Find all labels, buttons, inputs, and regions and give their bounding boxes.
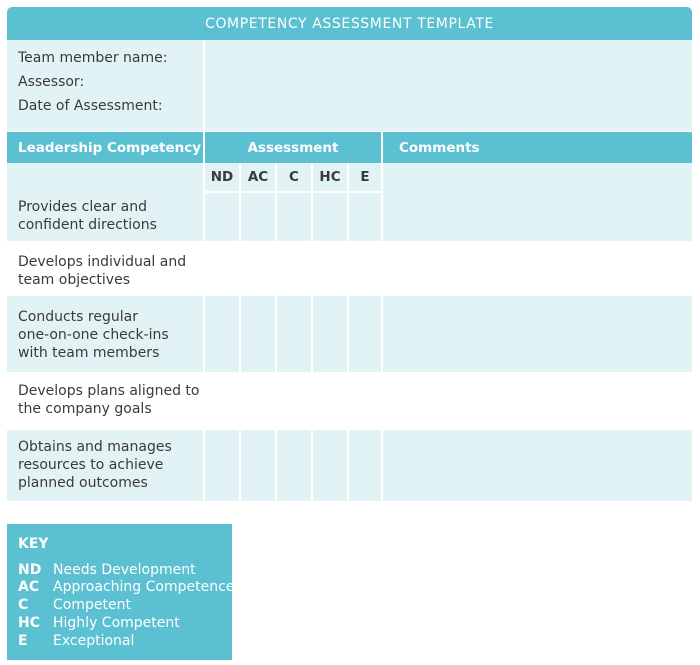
header-competency: Leadership Competency — [7, 132, 203, 163]
rating-cell[interactable] — [349, 241, 381, 295]
rating-cell[interactable] — [313, 241, 347, 295]
header-comments: Comments — [383, 132, 692, 163]
rating-cell[interactable] — [205, 296, 239, 372]
date-of-assessment-label: Date of Assessment: — [18, 98, 163, 114]
competency-line: Obtains and manages — [18, 439, 172, 455]
key-label: Exceptional — [53, 633, 135, 649]
comment-cell[interactable] — [383, 296, 692, 372]
competency-line: Provides clear and — [18, 199, 147, 215]
competency-line: Develops individual and — [18, 254, 187, 270]
rating-cell[interactable] — [277, 241, 311, 295]
competency-text — [18, 198, 203, 234]
rating-cell[interactable] — [313, 296, 347, 372]
rating-code-e: E — [360, 169, 370, 185]
key-code: ND — [18, 562, 42, 578]
rating-cell[interactable] — [241, 193, 275, 241]
page-title: COMPETENCY ASSESSMENT TEMPLATE — [7, 7, 692, 40]
key-label: Approaching Competence — [53, 579, 235, 595]
header-assessment: Assessment — [205, 132, 381, 163]
competency-text — [18, 253, 203, 289]
rating-cell[interactable] — [241, 430, 275, 501]
key-code: E — [18, 633, 28, 649]
competency-line: Conducts regular — [18, 309, 138, 325]
competency-line: the company goals — [18, 401, 152, 417]
comment-cell[interactable] — [383, 374, 692, 428]
competency-line: Develops plans aligned to — [18, 383, 200, 399]
comment-cell[interactable] — [383, 241, 692, 295]
rating-code-nd: ND — [210, 169, 234, 185]
comment-cell[interactable] — [383, 430, 692, 501]
competency-line: confident directions — [18, 217, 157, 233]
key-code: C — [18, 597, 29, 613]
rating-cell[interactable] — [349, 296, 381, 372]
rating-cell[interactable] — [349, 430, 381, 501]
rating-cell[interactable] — [205, 193, 239, 241]
rating-cell[interactable] — [277, 296, 311, 372]
rating-cell[interactable] — [241, 296, 275, 372]
key-code: HC — [18, 615, 40, 631]
competency-line: one-on-one check-ins — [18, 327, 169, 343]
competency-text — [18, 438, 203, 492]
rating-cell[interactable] — [241, 241, 275, 295]
key-code: AC — [18, 579, 40, 595]
key-title: KEY — [18, 536, 49, 552]
competency-line: with team members — [18, 345, 160, 361]
team-member-name-label: Team member name: — [18, 50, 168, 66]
rating-cell[interactable] — [241, 374, 275, 428]
rating-cell[interactable] — [205, 241, 239, 295]
competency-line: planned outcomes — [18, 475, 148, 491]
key-label: Competent — [53, 597, 131, 613]
assessor-label: Assessor: — [18, 74, 85, 90]
rating-cell[interactable] — [349, 193, 381, 241]
key-label: Needs Development — [53, 562, 196, 578]
competency-line: resources to achieve — [18, 457, 164, 473]
rating-code-c: C — [289, 169, 299, 185]
rating-cell[interactable] — [313, 430, 347, 501]
rating-cell[interactable] — [277, 374, 311, 428]
rating-code-hc: HC — [319, 169, 341, 185]
rating-cell[interactable] — [205, 430, 239, 501]
rating-cell[interactable] — [313, 193, 347, 241]
key-label: Highly Competent — [53, 615, 180, 631]
rating-cell[interactable] — [349, 374, 381, 428]
rating-cell[interactable] — [205, 374, 239, 428]
competency-line: team objectives — [18, 272, 130, 288]
info-input-area[interactable] — [205, 40, 692, 131]
rating-cell[interactable] — [277, 430, 311, 501]
rating-cell[interactable] — [277, 193, 311, 241]
competency-text — [18, 382, 203, 418]
rating-code-ac: AC — [247, 169, 269, 185]
rating-cell[interactable] — [313, 374, 347, 428]
competency-text — [18, 308, 203, 362]
comment-cell[interactable] — [383, 163, 692, 241]
